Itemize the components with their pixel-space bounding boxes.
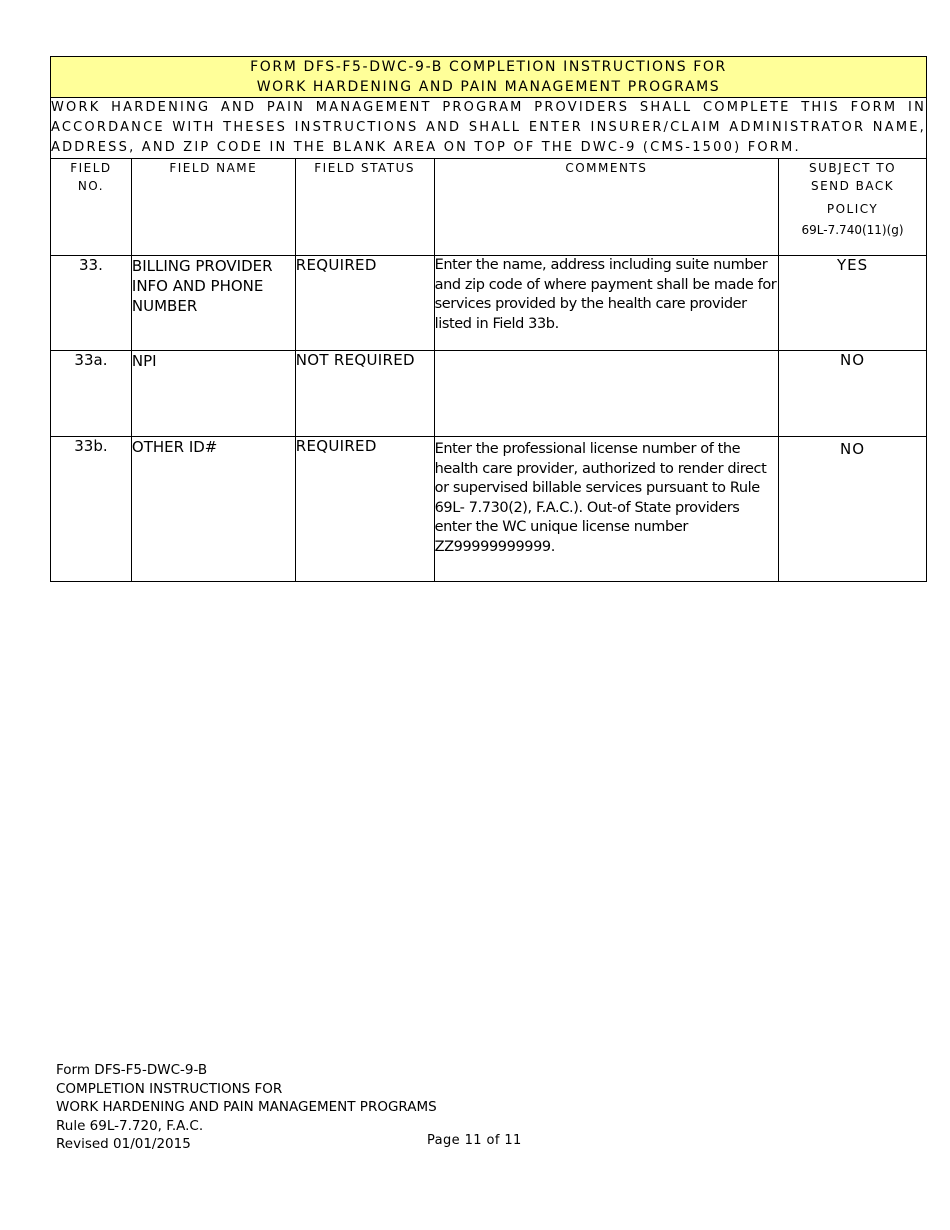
- form-title: [51, 57, 927, 98]
- field-status: NOT REQUIRED: [295, 351, 434, 437]
- footer-rule: Rule 69L-7.720, F.A.C.: [56, 1117, 204, 1134]
- form-title-line2: WORK HARDENING AND PAIN MANAGEMENT PROGRAMS: [256, 79, 721, 95]
- table-row: [51, 351, 927, 437]
- form-title-line1: FORM DFS-F5-DWC-9-B COMPLETION INSTRUCTIONS FOR: [250, 59, 727, 75]
- col-field-name: FIELD NAME: [131, 159, 295, 256]
- field-policy: YES: [779, 256, 927, 351]
- field-name: OTHER ID#: [131, 437, 295, 582]
- table-row: [51, 437, 927, 582]
- col-policy-line1: SUBJECT TO: [809, 161, 897, 175]
- field-comment: Enter the professional license number of the health care provider, authorized to render direct or supervised billable services pursuant to Rule 69L- 7.730(2), F.A.C.). Out-of State providers enter the WC unique license number ZZ99999999999.: [434, 437, 779, 582]
- field-comment: Enter the name, address including suite number and zip code of where payment shall be made for services provided by the health care provider listed in Field 33b.: [434, 256, 779, 351]
- col-comments: COMMENTS: [434, 159, 779, 256]
- field-policy: NO: [779, 351, 927, 437]
- field-status: REQUIRED: [295, 256, 434, 351]
- field-no: 33b.: [51, 437, 132, 582]
- instructions-table: [50, 56, 927, 582]
- page-footer: [56, 1061, 437, 1154]
- col-policy-line2: SEND BACK: [810, 179, 895, 193]
- field-name: NPI: [131, 351, 295, 437]
- field-no: 33.: [51, 256, 132, 351]
- intro-text: WORK HARDENING AND PAIN MANAGEMENT PROGRAM PROVIDERS SHALL COMPLETE THIS FORM IN ACCORDANCE WITH THESES INSTRUCTIONS AND SHALL ENTER INSURER/CLAIM ADMINISTRATOR NAME, ADDRESS, AND ZIP CODE IN THE BLANK AREA ON TOP OF THE DWC-9 (CMS-1500) FORM.: [51, 98, 927, 159]
- field-status: REQUIRED: [295, 437, 434, 582]
- col-field-status: FIELD STATUS: [295, 159, 434, 256]
- footer-line2: COMPLETION INSTRUCTIONS FOR: [56, 1080, 283, 1097]
- col-field-no-line2: NO.: [77, 179, 105, 193]
- footer-revised: Revised 01/01/2015: [56, 1136, 191, 1152]
- table-row: [51, 256, 927, 351]
- field-policy: NO: [779, 437, 927, 582]
- column-header-row: [51, 159, 927, 256]
- page-number: Page 11 of 11: [427, 1133, 522, 1148]
- col-policy-line3: POLICY: [826, 202, 879, 216]
- footer-form-id: Form DFS-F5-DWC-9-B: [56, 1062, 208, 1078]
- col-field-no-line1: FIELD: [70, 161, 112, 175]
- col-policy: [779, 159, 927, 256]
- field-name: BILLING PROVIDER INFO AND PHONE NUMBER: [131, 256, 295, 351]
- field-no: 33a.: [51, 351, 132, 437]
- col-policy-rule: 69L-7.740(11)(g): [801, 223, 904, 237]
- col-field-no: [51, 159, 132, 256]
- footer-line3: WORK HARDENING AND PAIN MANAGEMENT PROGRAMS: [56, 1099, 437, 1115]
- field-comment: [434, 351, 779, 437]
